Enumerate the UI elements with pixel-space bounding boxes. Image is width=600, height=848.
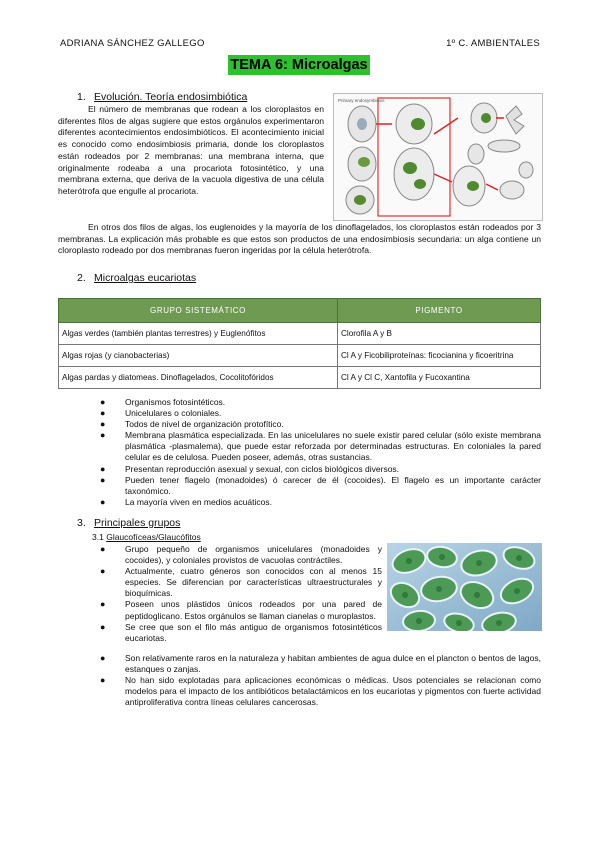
- list-item: [92, 397, 541, 408]
- bullet-icon: ●: [100, 621, 106, 632]
- endosymbiosis-diagram: [333, 93, 543, 221]
- header-course: 1º C. AMBIENTALES: [446, 38, 540, 49]
- header-author: ADRIANA SÁNCHEZ GALLEGO: [60, 38, 205, 49]
- section-3-title: Principales grupos: [94, 517, 181, 529]
- list-item: [92, 419, 541, 430]
- section-3-bullet-list-b: [92, 653, 541, 708]
- endosymbiosis-diagram-label: Primary endosymbiosis: [338, 98, 385, 103]
- list-item: [92, 622, 382, 644]
- bullet-icon: ●: [100, 675, 106, 686]
- list-item-text: Pueden tener flagelo (monadoides) ó carecer de él (cocoides). El flagelo es un importante carácter taxonómico.: [125, 474, 541, 496]
- list-item: [92, 566, 382, 599]
- section-1-number: 1.: [77, 91, 86, 103]
- list-item: [92, 599, 382, 621]
- section-2-title: Microalgas eucariotas: [94, 272, 197, 284]
- list-item-text: Todos de nivel de organización protofítico.: [125, 419, 284, 430]
- table-row: [59, 367, 541, 389]
- section-1-paragraph-2: [58, 222, 541, 257]
- section-1-paragraph-2-text: En otros dos filos de algas, los euglenoides y la mayoría de los dinoflagelados, los cloroplastos están rodeados por 3 membranas. La explicación más probable es que estos son productos de una endosimbiosis secundaria: un alga contiene un cloroplasto rodeado por dos membranas fueron ingeridas por la célula heterótrofa.: [58, 222, 541, 256]
- list-item: [92, 430, 541, 463]
- section-2-number: 2.: [77, 272, 86, 284]
- list-item: [92, 675, 541, 708]
- table-cell-group: Algas pardas y diatomeas. Dinoflagelados, Cocolitofóridos: [59, 367, 338, 389]
- bullet-icon: ●: [100, 653, 106, 663]
- table-row: [59, 323, 541, 345]
- list-item-text: No han sido explotadas para aplicaciones económicas o médicas. Usos potenciales se relacionan como modelos para el impacto de los antibióticos betalactámicos en los eucariotas y pigmentos con fuerte actividad antiproliferativa contra líneas celulares cancerosas.: [125, 675, 541, 708]
- table-cell-pigment: Clorofila A y B: [338, 323, 541, 345]
- bullet-icon: ●: [100, 474, 106, 485]
- section-1-heading: [77, 91, 247, 103]
- list-item-text: Son relativamente raros en la naturaleza y habitan ambientes de agua dulce en el plancton o bentos de lagos, estanques o zanjas.: [125, 653, 541, 675]
- subsection-3-1-heading: [92, 532, 201, 542]
- glaucophyte-micrograph-svg: [387, 543, 542, 631]
- list-item-text: Actualmente, cuatro géneros son conocidos con al menos 15 especies. Se diferencian por características ultraestructurales y bioquímicas.: [125, 566, 382, 599]
- list-item-text: Unicelulares o coloniales.: [125, 408, 222, 419]
- table-header-group: GRUPO SISTEMÁTICO: [59, 299, 338, 323]
- list-item: [92, 497, 541, 508]
- section-3-heading: [77, 517, 180, 529]
- bullet-icon: ●: [100, 430, 106, 441]
- list-item-text: Membrana plasmática especializada. En las unicelulares no suele existir pared celular (sólo existe membrana plasmática -plasmalema), que puede estar reforzada por determinadas estructuras. En coloniales la pared celular es de celulosa. Pueden poseer, además, otras sustancias.: [125, 430, 541, 463]
- list-item-text: La mayoría viven en medios acuáticos.: [125, 496, 272, 507]
- list-item-text: Organismos fotosintéticos.: [125, 397, 226, 407]
- list-item-text: Grupo pequeño de organismos unicelulares (monadoides y cocoides), y coloniales provistos de vacuolas contráctiles.: [125, 544, 382, 566]
- section-1-paragraph-1-text: El número de membranas que rodean a los cloroplastos en diferentes filos de algas sugiere que estos orgánulos experimentaron diferentes acontecimientos endosimbióticos. El acontecimiento inicial es conocido como endosimbiosis primaria, donde los cloroplastos están rodeados por 2 membranas: una membrana interna, que originalmente rodeaba a una procariota fotosintético, y una membrana externa, que deriva de la vacuola digestiva de una célula heterótrofa que engulle al procariota.: [58, 104, 324, 196]
- table-cell-group: Algas rojas (y cianobacterias): [59, 345, 338, 367]
- subsection-3-1-number: 3.1: [92, 532, 104, 542]
- list-item: [92, 475, 541, 497]
- list-item-text: Poseen unos plástidos únicos rodeados por una pared de peptidoglicano. Estos orgánulos se llaman cianelas o muroplastos.: [125, 599, 382, 621]
- list-item: [92, 408, 541, 419]
- bullet-icon: ●: [100, 463, 106, 474]
- section-1-title: Evolución. Teoría endosimbiótica: [94, 91, 248, 103]
- pigment-table-header-row: [59, 299, 541, 323]
- bullet-icon: ●: [100, 408, 106, 419]
- bullet-icon: ●: [100, 566, 106, 577]
- section-2-bullet-list: [92, 397, 541, 508]
- table-header-pigment: PIGMENTO: [338, 299, 541, 323]
- endosymbiosis-diagram-svg: [334, 94, 542, 220]
- table-row: [59, 345, 541, 367]
- list-item: [92, 464, 541, 475]
- bullet-icon: ●: [100, 544, 106, 554]
- list-item: [92, 544, 382, 566]
- pigment-table: [58, 298, 541, 389]
- section-1-paragraph-1: [58, 104, 324, 198]
- section-2-heading: [77, 272, 196, 284]
- page-title: TEMA 6: Microalgas: [228, 55, 370, 75]
- list-item-text: Presentan reproducción asexual y sexual, con ciclos biológicos diversos.: [125, 463, 400, 474]
- bullet-icon: ●: [100, 397, 106, 407]
- list-item: [92, 653, 541, 675]
- glaucophyte-micrograph: [387, 543, 542, 631]
- section-3-bullet-list-a: [92, 544, 382, 644]
- list-item-text: Se cree que son el filo más antiguo de organismos fotosintéticos eucariotas.: [125, 621, 382, 643]
- table-cell-group: Algas verdes (también plantas terrestres) y Euglenófitos: [59, 323, 338, 345]
- subsection-3-1-title: Glaucofíceas/Glaucófitos: [106, 532, 201, 542]
- section-3-number: 3.: [77, 517, 86, 529]
- table-cell-pigment: Cl A y Ficobiliproteínas: ficocianina y ficoeritrina: [338, 345, 541, 367]
- bullet-icon: ●: [100, 496, 106, 507]
- bullet-icon: ●: [100, 599, 106, 610]
- table-cell-pigment: Cl A y Cl C, Xantofila y Fucoxantina: [338, 367, 541, 389]
- bullet-icon: ●: [100, 419, 106, 430]
